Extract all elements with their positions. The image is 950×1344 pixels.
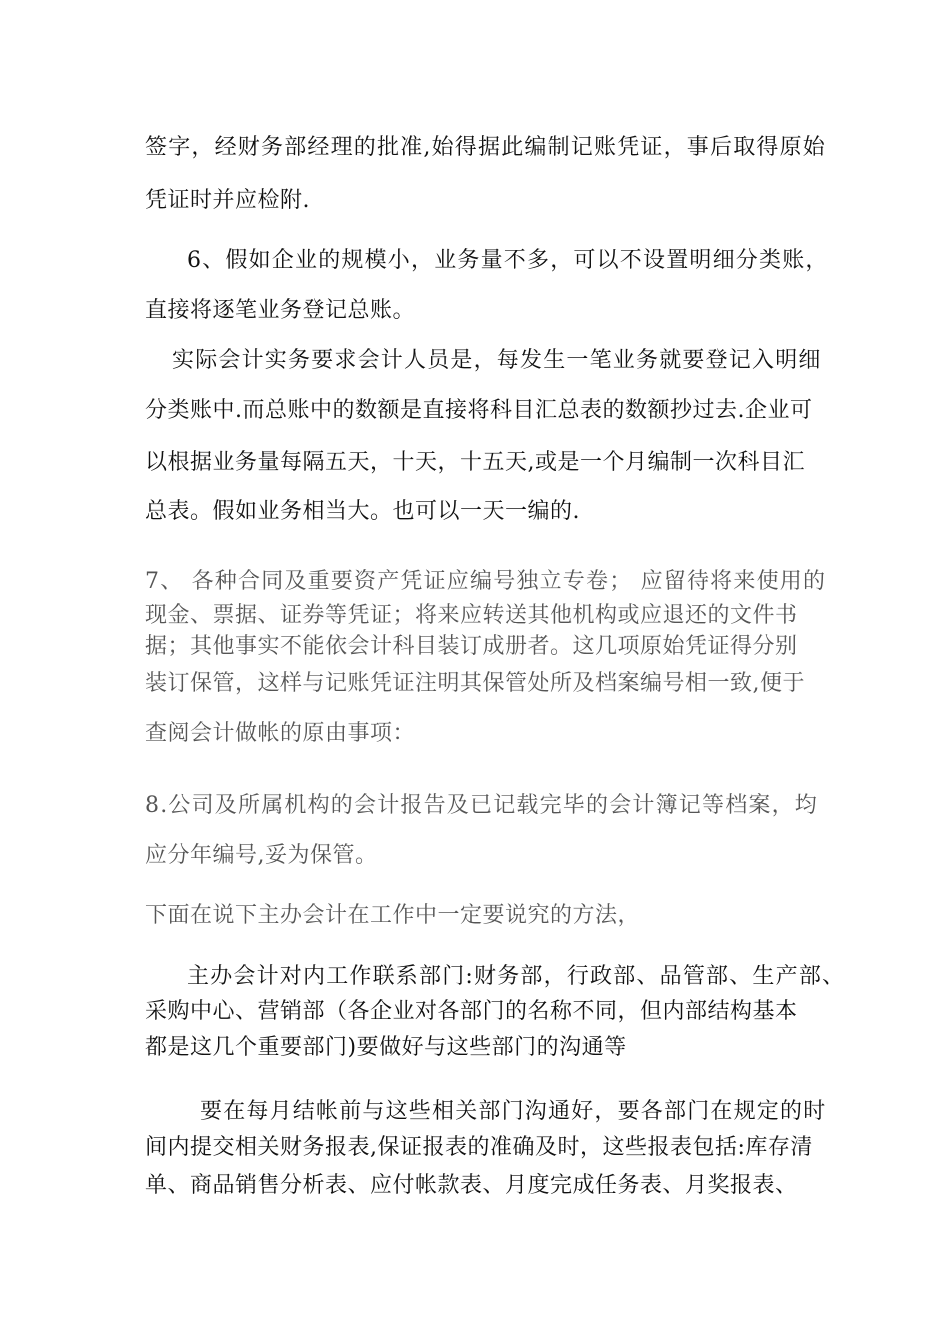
paragraph-line: 6、假如企业的规模小，业务量不多，可以不设置明细分类账，: [187, 248, 829, 273]
paragraph-line: 据；其他事实不能依会计科目装订成册者。这几项原始凭证得分别: [145, 634, 798, 659]
paragraph-line: 实际会计实务要求会计人员是，每发生一笔业务就要登记入明细: [172, 348, 822, 373]
paragraph-line: 下面在说下主办会计在工作中一定要说究的方法，: [145, 903, 641, 928]
paragraph-line: 单、商品销售分析表、应付帐款表、月度完成任务表、月奖报表、: [145, 1173, 798, 1198]
paragraph-line: 装订保管，这样与记账凭证注明其保管处所及档案编号相一致,便于: [145, 671, 805, 696]
paragraph-line: 直接将逐笔业务登记总账。: [145, 298, 416, 323]
paragraph-line: 应分年编号,妥为保管。: [145, 843, 378, 868]
paragraph-line: 以根据业务量每隔五天，十天，十五天,或是一个月编制一次科目汇: [145, 450, 805, 475]
paragraph-line: 采购中心、营销部（各企业对各部门的名称不同，但内部结构基本: [145, 999, 798, 1024]
paragraph-line: 签字，经财务部经理的批准,始得据此编制记账凭证，事后取得原始: [145, 135, 826, 160]
paragraph-line: 总表。假如业务相当大。也可以一天一编的.: [145, 499, 580, 524]
paragraph-line: 7、 各种合同及重要资产凭证应编号独立专卷； 应留待将来使用的: [145, 569, 827, 594]
paragraph-line: 查阅会计做帐的原由事项：: [145, 721, 416, 746]
paragraph-line: 凭证时并应检附.: [145, 188, 310, 213]
paragraph-line: 主办会计对内工作联系部门:财务部，行政部、品管部、生产部、: [187, 964, 846, 989]
paragraph-line: 要在每月结帐前与这些相关部门沟通好，要各部门在规定的时: [200, 1099, 827, 1124]
paragraph-line: 间内提交相关财务报表,保证报表的准确及时，这些报表包括:库存清: [145, 1135, 813, 1160]
paragraph-line: 8.公司及所属机构的会计报告及已记载完毕的会计簿记等档案，均: [145, 793, 818, 818]
paragraph-line: 现金、票据、证券等凭证；将来应转送其他机构或应退还的文件书: [145, 603, 798, 628]
paragraph-line: 都是这几个重要部门)要做好与这些部门的沟通等: [145, 1035, 627, 1060]
paragraph-line: 分类账中.而总账中的数额是直接将科目汇总表的数额抄过去.企业可: [145, 398, 813, 423]
